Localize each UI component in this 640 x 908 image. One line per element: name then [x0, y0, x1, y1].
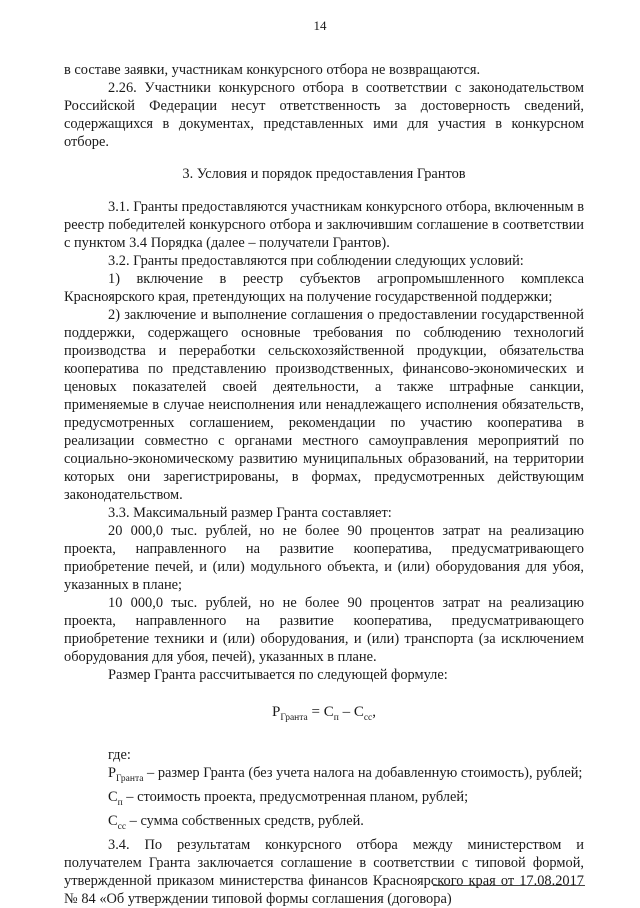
paragraph-3-3-item-2: 10 000,0 тыс. рублей, но не более 90 процентов затрат на реализацию проекта, направленного на развитие кооператива, предусматривающего приобретение техники и (или) оборудования, и (или) транспорта (за исключением оборудования для убоя, печей), указанных в плане. — [64, 595, 584, 665]
section-heading: 3. Условия и порядок предоставления Грантов — [182, 166, 466, 182]
definition-project-cost: $С_п$ – стоимость проекта, предусмотренная планом, рублей; — [108, 788, 469, 808]
paragraph-3-2-item-2: 2) заключение и выполнение соглашения о предоставлении государственной поддержки, содержащего основные требования по соблюдению технологий производства и переработки сельскохозяйственной продукции, обязательства кооператива по представлению производственных, финансово-экономических и ценовых показателей своей деятельности, а также штрафные санкции, применяемые в случае неисполнения или ненадлежащего исполнения обязательств, предусмотренных соглашением, рекомендации по участию кооператива в реализации совместно с органами местного самоуправления мероприятий по социально-экономическому развитию муниципальных образований, на территории которых они зарегистрированы, в формах, предусмотренных действующим законодательством. — [64, 307, 584, 503]
page-number: 14 — [313, 18, 327, 33]
document-body — [64, 61, 584, 908]
paragraph-2-26: 2.26. Участники конкурсного отбора в соответствии с законодательством Российской Федерации несут ответственность за достоверность сведений, содержащихся в документах, представленных ими для участия в конкурсном отборе. — [64, 80, 584, 150]
paragraph-formula-intro: Размер Гранта рассчитывается по следующей формуле: — [108, 667, 448, 683]
paragraph-3-2-item-1: 1) включение в реестр субъектов агропромышленного комплекса Красноярского края, претендующих на получение государственной поддержки; — [64, 271, 584, 305]
where-label: где: — [108, 747, 131, 763]
paragraph-3-2: 3.2. Гранты предоставляются при соблюдении следующих условий: — [108, 253, 524, 269]
definition-grant: $Р_{Гранта}$ – размер Гранта (без учета налога на добавленную стоимость), рублей; — [108, 765, 583, 784]
paragraph-3-3-item-1: 20 000,0 тыс. рублей, но не более 90 процентов затрат на реализацию проекта, направленного на развитие кооператива, предусматривающего приобретение печей, и (или) модульного объекта, и (или) оборудования для убоя, указанных в плане; — [64, 523, 584, 593]
definition-own-funds: $С_{сс}$ – сумма собственных средств, рублей. — [108, 812, 364, 832]
paragraph-3-4: 3.4. По результатам конкурсного отбора между министерством и получателем Гранта заключается соглашение в соответствии с типовой формой, утвержденной приказом министерства финансов Красноярского края от 17.08.2017 № 84 «Об утверждении типовой формы соглашения (договора) — [64, 836, 584, 907]
grant-formula: $Р_{Гранта} = С_п - С_{сс}$, — [271, 704, 377, 723]
paragraph-3-1: 3.1. Гранты предоставляются участникам конкурсного отбора, включенным в реестр победителей конкурсного отбора и заключившим соглашение в соответствии с пунктом 3.4 Порядка (далее – получатели Грантов). — [64, 199, 584, 251]
footnote-divider — [433, 885, 585, 886]
paragraph-continuation: в составе заявки, участникам конкурсного отбора не возвращаются. — [64, 62, 481, 78]
paragraph-3-3: 3.3. Максимальный размер Гранта составляет: — [108, 505, 392, 521]
